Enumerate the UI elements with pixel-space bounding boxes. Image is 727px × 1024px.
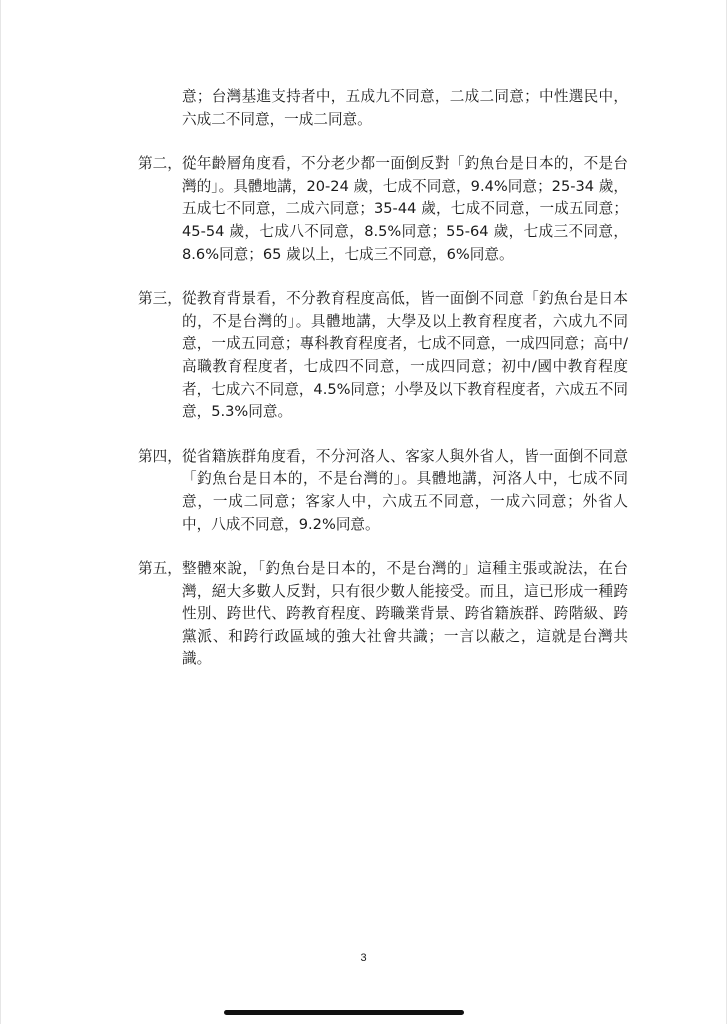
paragraph-5 xyxy=(138,558,638,671)
paragraph-text: 從年齡層角度看，不分老少都一面倒反對「釣魚台是日本的，不是台灣的」。具體地講，20-24 歲，七成不同意，9.4%同意；25-34 歲，五成七不同意，二成六同意；35-44 歲，七成不同意，一成五同意；45-54 歲，七成八不同意，8.5%同意；55-64 歲，七成三不同意，8.6%同意；65 歲以上，七成三不同意，6%同意。 xyxy=(182,155,628,263)
paragraph-marker: 第四， xyxy=(138,447,182,465)
paragraph-2 xyxy=(138,153,638,266)
document-body xyxy=(138,86,638,693)
paragraph-text: 整體來說，「釣魚台是日本的，不是台灣的」這種主張或說法，在台灣，絕大多數人反對，只有很少數人能接受。而且，這已形成一種跨性別、跨世代、跨教育程度、跨職業背景、跨省籍族群、跨階級、跨黨派、和跨行政區域的強大社會共識；一言以蔽之，這就是台灣共識。 xyxy=(182,560,628,668)
paragraph-3 xyxy=(138,288,638,424)
continued-paragraph: 意；台灣基進支持者中，五成九不同意，二成二同意；中性選民中，六成二不同意，一成二同意。 xyxy=(182,88,628,128)
paragraph-text: 從教育背景看，不分教育程度高低，皆一面倒不同意「釣魚台是日本的，不是台灣的」。具體地講，大學及以上教育程度者，六成九不同意，一成五同意；專科教育程度者，七成不同意，一成四同意；高中/高職教育程度者，七成四不同意，一成四同意；初中/國中教育程度者，七成六不同意，4.5%同意；小學及以下教育程度者，六成五不同意，5.3%同意。 xyxy=(182,290,628,421)
paragraph-marker: 第二， xyxy=(138,155,182,173)
paragraph-marker: 第五， xyxy=(138,560,182,578)
home-indicator-bar[interactable] xyxy=(224,1010,464,1015)
page-number: 3 xyxy=(360,952,367,964)
paragraph-marker: 第三， xyxy=(138,290,182,308)
paragraph-text: 從省籍族群角度看，不分河洛人、客家人與外省人，皆一面倒不同意「釣魚台是日本的，不是台灣的」。具體地講，河洛人中，七成不同意，一成二同意；客家人中，六成五不同意，一成六同意；外省人中，八成不同意，9.2%同意。 xyxy=(182,447,628,533)
paragraph-4 xyxy=(138,446,638,536)
